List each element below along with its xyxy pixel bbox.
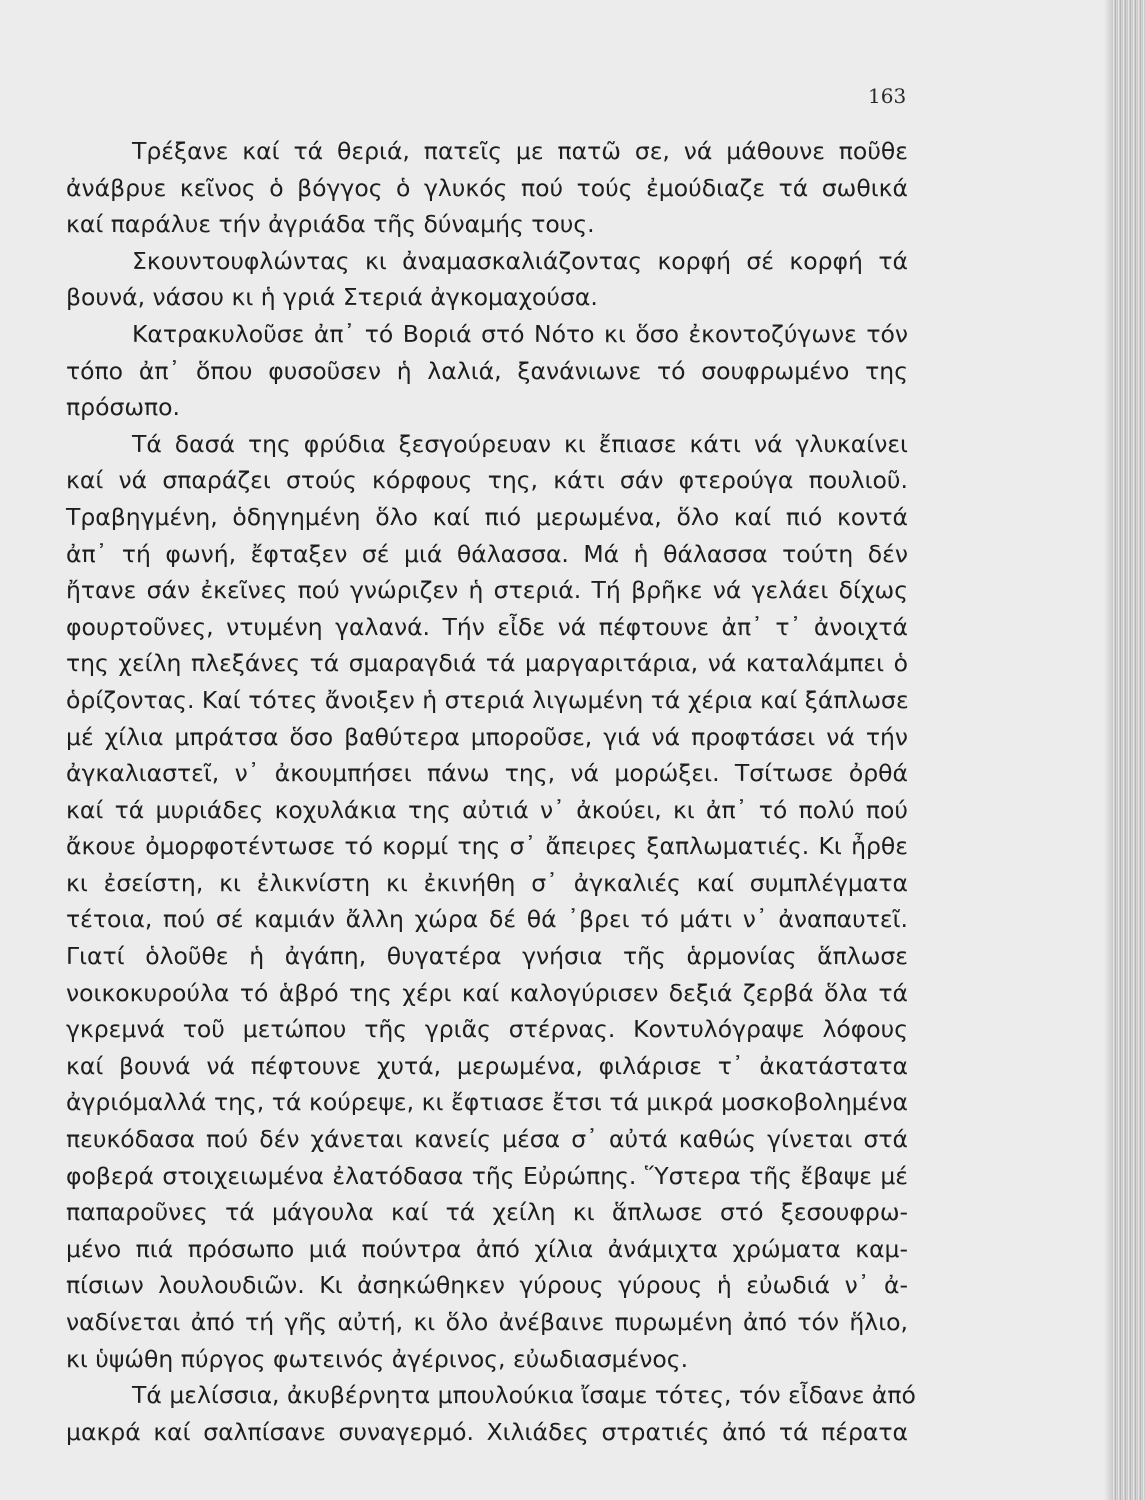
text-line: ἤτανε σάν ἐκεῖνες πού γνώριζεν ἡ στεριά. Τή βρῆκε νά γελάει δίχως bbox=[66, 576, 908, 605]
page-gutter-shadow bbox=[1104, 0, 1112, 1500]
text-line: ἀγριόμαλλά της, τά κούρεψε, κι ἔφτιασε ἔτσι τά μικρά μοσκοβολημένα bbox=[66, 1088, 908, 1117]
text-line: καί νά σπαράζει στούς κόρφους της, κάτι σάν φτερούγα πουλιοῦ. bbox=[66, 466, 908, 495]
text-line: νοικοκυρούλα τό ἁβρό της χέρι καί καλογύρισεν δεξιά ζερβά ὅλα τά bbox=[66, 978, 908, 1007]
text-line: φοβερά στοιχειωμένα ἐλατόδασα τῆς Εὐρώπης. Ὕστερα τῆς ἔβαψε μέ bbox=[66, 1161, 908, 1190]
text-line: Γιατί ὁλοῦθε ἡ ἀγάπη, θυγατέρα γνήσια τῆς ἁρμονίας ἅπλωσε bbox=[66, 942, 908, 971]
text-line: φουρτοῦνες, ντυμένη γαλανά. Τήν εἶδε νά πέφτουνε ἀπ᾽ τ᾽ ἀνοιχτά bbox=[66, 612, 908, 641]
text-line: πρόσωπο. bbox=[66, 393, 181, 422]
text-line: καί παράλυε τήν ἀγριάδα τῆς δύναμής τους. bbox=[66, 210, 595, 239]
text-line: ἀνάβρυε κεῖνος ὁ βόγγος ὁ γλυκός πού τούς ἐμούδιαζε τά σωθικά bbox=[66, 173, 908, 202]
text-line: Κατρακυλοῦσε ἀπ᾽ τό Βοριά στό Νότο κι ὅσο ἐκοντοζύγωνε τόν bbox=[132, 319, 908, 348]
text-line: καί βουνά νά πέφτουνε χυτά, μερωμένα, φιλάρισε τ᾽ ἀκατάστατα bbox=[66, 1051, 908, 1080]
text-line: μακρά καί σαλπίσανε συναγερμό. Χιλιάδες στρατιές ἀπό τά πέρατα bbox=[66, 1417, 908, 1446]
text-line: Τά μελίσσια, ἀκυβέρνητα μπουλούκια ἴσαμε τότες, τόν εἶδανε ἀπό bbox=[132, 1381, 916, 1410]
text-line: Σκουντουφλώντας κι ἀναμασκαλιάζοντας κορφή σέ κορφή τά bbox=[132, 246, 908, 275]
text-line: τέτοια, πού σέ καμιάν ἄλλη χώρα δέ θά ᾽βρει τό μάτι ν᾽ ἀναπαυτεῖ. bbox=[66, 905, 908, 934]
page-edge-stack bbox=[1112, 0, 1145, 1500]
text-line: ἀπ᾽ τή φωνή, ἔφταξεν σέ μιά θάλασσα. Μά ἡ θάλασσα τούτη δέν bbox=[66, 539, 908, 568]
text-line: της χείλη πλεξάνες τά σμαραγδιά τά μαργαριτάρια, νά καταλάμπει ὁ bbox=[66, 649, 908, 678]
text-line: ὁρίζοντας. Καί τότες ἄνοιξεν ἡ στεριά λιγωμένη τά χέρια καί ξάπλωσε bbox=[66, 685, 909, 714]
text-line: γκρεμνά τοῦ μετώπου τῆς γριᾶς στέρνας. Κοντυλόγραψε λόφους bbox=[66, 1015, 908, 1044]
text-line: ἄκουε ὀμορφοτέντωσε τό κορμί της σ᾽ ἄπειρες ξαπλωματιές. Κι ἦρθε bbox=[66, 832, 908, 861]
body-text bbox=[66, 133, 916, 1450]
text-line: ναδίνεται ἀπό τή γῆς αὐτή, κι ὅλο ἀνέβαινε πυρωμένη ἀπό τόν ἥλιο, bbox=[66, 1308, 908, 1336]
text-line: Τρέξανε καί τά θεριά, πατεῖς με πατῶ σε, νά μάθουνε ποῦθε bbox=[132, 137, 908, 165]
text-line: Τραβηγμένη, ὁδηγημένη ὅλο καί πιό μερωμένα, ὅλο καί πιό κοντά bbox=[66, 502, 908, 531]
text-line: καί τά μυριάδες κοχυλάκια της αὐτιά ν᾽ ἀκούει, κι ἀπ᾽ τό πολύ πού bbox=[66, 795, 908, 824]
text-line: βουνά, νάσου κι ἡ γριά Στεριά ἀγκομαχούσα. bbox=[66, 283, 598, 312]
text-line: πευκόδασα πού δέν χάνεται κανείς μέσα σ᾽ αὐτά καθώς γίνεται στά bbox=[66, 1125, 908, 1154]
text-line: πίσιων λουλουδιῶν. Κι ἀσηκώθηκεν γύρους γύρους ἡ εὐωδιά ν᾽ ἀ- bbox=[66, 1271, 908, 1300]
text-line: κι ἐσείστη, κι ἐλικνίστη κι ἐκινήθη σ᾽ ἀγκαλιές καί συμπλέγματα bbox=[66, 868, 908, 897]
text-line: ἀγκαλιαστεῖ, ν᾽ ἀκουμπήσει πάνω της, νά μορώξει. Τσίτωσε ὀρθά bbox=[66, 759, 908, 788]
text-line: κι ὑψώθη πύργος φωτεινός ἀγέρινος, εὐωδιασμένος. bbox=[66, 1344, 689, 1373]
text-line: παπαροῦνες τά μάγουλα καί τά χείλη κι ἅπλωσε στό ξεσουφρω- bbox=[66, 1198, 908, 1227]
page-number: 163 bbox=[868, 84, 907, 108]
text-line: Τά δασά της φρύδια ξεσγούρευαν κι ἔπιασε κάτι νά γλυκαίνει bbox=[132, 429, 908, 458]
text-line: μέ χίλια μπράτσα ὅσο βαθύτερα μποροῦσε, γιά νά προφτάσει νά τήν bbox=[66, 722, 908, 751]
text-line: μένο πιά πρόσωπο μιά πούντρα ἀπό χίλια ἀνάμιχτα χρώματα καμ- bbox=[66, 1234, 908, 1263]
text-line: τόπο ἀπ᾽ ὅπου φυσοῦσεν ἡ λαλιά, ξανάνιωνε τό σουφρωμένο της bbox=[66, 356, 908, 385]
